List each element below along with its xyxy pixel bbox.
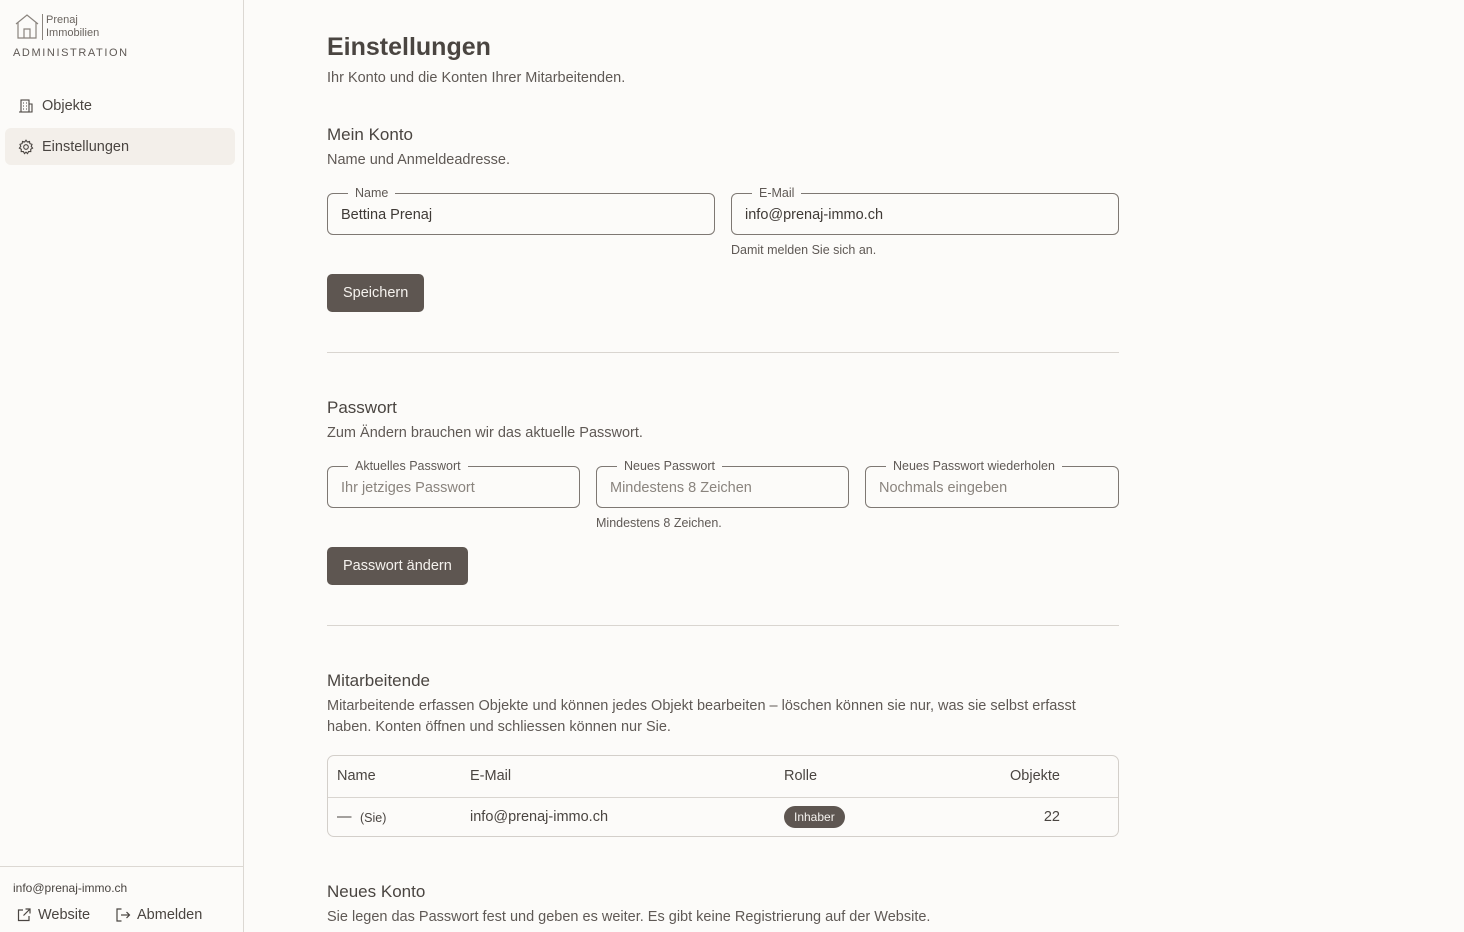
repeat-password-input[interactable] bbox=[879, 478, 1105, 498]
role-badge: Inhaber bbox=[784, 806, 845, 828]
repeat-password-field[interactable] bbox=[865, 459, 1119, 508]
logo-line-2: Immobilien bbox=[46, 27, 100, 39]
staff-row-objects-count: 22 bbox=[1043, 809, 1060, 825]
column-header-name: Name bbox=[337, 768, 376, 784]
staff-row-self-tag: (Sie) bbox=[360, 811, 387, 825]
current-password-label: Aktuelles Passwort bbox=[348, 459, 468, 473]
external-link-icon bbox=[16, 907, 32, 923]
save-button[interactable]: Speichern bbox=[327, 274, 424, 312]
column-header-email: E-Mail bbox=[470, 768, 512, 784]
divider bbox=[327, 625, 1119, 626]
logout-icon bbox=[115, 907, 131, 923]
brand-logo[interactable] bbox=[14, 12, 99, 40]
logout-link[interactable] bbox=[115, 907, 202, 923]
name-field[interactable] bbox=[327, 186, 715, 235]
change-password-button[interactable]: Passwort ändern bbox=[327, 547, 468, 585]
email-hint: Damit melden Sie sich an. bbox=[731, 243, 877, 257]
website-link[interactable] bbox=[16, 907, 90, 923]
staff-section-subtitle bbox=[327, 696, 1119, 738]
sidebar-item-objekte[interactable] bbox=[5, 87, 235, 124]
repeat-password-label: Neues Passwort wiederholen bbox=[886, 459, 1062, 473]
current-password-input[interactable] bbox=[341, 478, 566, 498]
new-password-label: Neues Passwort bbox=[617, 459, 722, 473]
password-section-title: Passwort bbox=[327, 398, 397, 417]
user-email: info@prenaj-immo.ch bbox=[13, 881, 128, 895]
website-label: Website bbox=[38, 907, 91, 923]
name-input[interactable] bbox=[341, 205, 701, 225]
logo-line-1: Prenaj bbox=[46, 14, 78, 26]
admin-label: ADMINISTRATION bbox=[13, 47, 129, 59]
building-icon bbox=[17, 97, 34, 114]
current-password-field[interactable] bbox=[327, 459, 580, 508]
staff-section-title: Mitarbeitende bbox=[327, 671, 431, 690]
new-password-input[interactable] bbox=[610, 478, 835, 498]
logout-label: Abmelden bbox=[137, 907, 203, 923]
new-password-field[interactable] bbox=[596, 459, 849, 508]
staff-subtitle-line-1: Mitarbeitende erfassen Objekte und können jedes Objekt bearbeiten – löschen können sie nur, was sie selbst erfasst bbox=[327, 698, 1076, 714]
email-field[interactable] bbox=[731, 186, 1119, 235]
sidebar bbox=[0, 0, 244, 932]
header-separator bbox=[328, 797, 1118, 798]
page-subtitle: Ihr Konto und die Konten Ihrer Mitarbeitenden. bbox=[327, 70, 626, 86]
name-field-label: Name bbox=[348, 186, 395, 200]
staff-table bbox=[327, 755, 1119, 837]
password-section-subtitle: Zum Ändern brauchen wir das aktuelle Passwort. bbox=[327, 425, 643, 441]
email-field-label: E-Mail bbox=[752, 186, 801, 200]
page-title: Einstellungen bbox=[327, 33, 491, 61]
staff-row-email: info@prenaj-immo.ch bbox=[470, 809, 609, 825]
staff-subtitle-line-2: haben. Konten öffnen und schliessen können nur Sie. bbox=[327, 719, 671, 735]
new-account-section-subtitle: Sie legen das Passwort fest und geben es weiter. Es gibt keine Registrierung auf der Website. bbox=[327, 909, 931, 925]
staff-row-name: — bbox=[337, 809, 352, 825]
column-header-role: Rolle bbox=[784, 768, 818, 784]
sidebar-item-label: Einstellungen bbox=[42, 138, 130, 155]
house-logo-icon bbox=[14, 12, 40, 40]
email-input[interactable] bbox=[745, 205, 1105, 225]
column-header-objects: Objekte bbox=[1010, 768, 1060, 784]
new-account-section-title: Neues Konto bbox=[327, 882, 426, 901]
account-section-title: Mein Konto bbox=[327, 125, 413, 144]
sidebar-footer bbox=[0, 866, 243, 932]
divider bbox=[327, 352, 1119, 353]
new-password-hint: Mindestens 8 Zeichen. bbox=[596, 516, 722, 530]
sidebar-item-einstellungen[interactable] bbox=[5, 128, 235, 165]
gear-icon bbox=[17, 138, 34, 155]
sidebar-item-label: Objekte bbox=[42, 97, 92, 114]
account-section-subtitle: Name und Anmeldeadresse. bbox=[327, 152, 510, 168]
